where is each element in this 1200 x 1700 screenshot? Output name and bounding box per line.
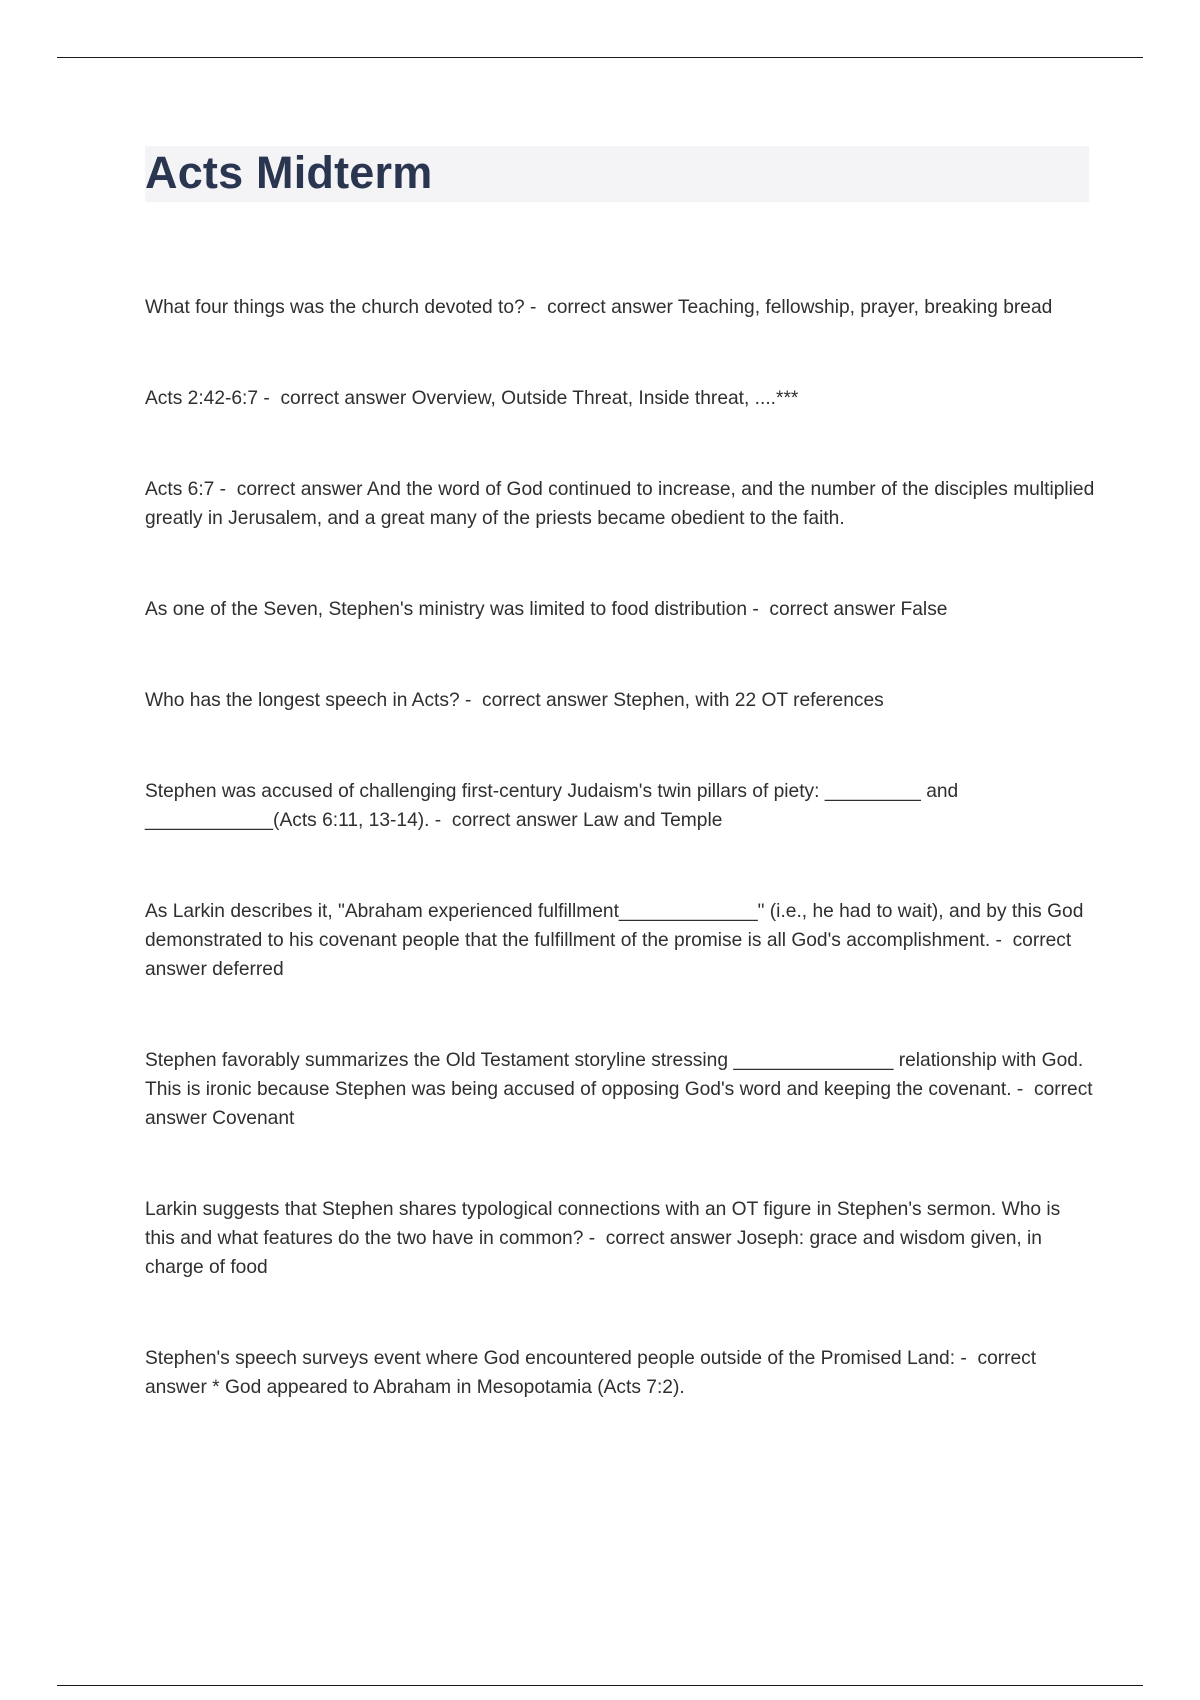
- answer-text: correct answer deferred: [145, 930, 1072, 980]
- answer-text: correct answer * God appeared to Abraham in Mesopotamia (Acts 7:2).: [145, 1348, 1037, 1398]
- qa-item: [145, 475, 1095, 533]
- footer-rule: [57, 1685, 1143, 1686]
- qa-list: [145, 293, 1095, 1464]
- answer-text: correct answer And the word of God continued to increase, and the number of the disciples multiplied greatly in Jerusalem, and a great many of the priests became obedient to the faith.: [145, 479, 1095, 529]
- qa-separator: -: [524, 297, 548, 318]
- answer-text: correct answer Joseph: grace and wisdom given, in charge of food: [145, 1228, 1042, 1278]
- qa-separator: -: [990, 930, 1013, 951]
- question-text: Acts 6:7: [145, 479, 215, 500]
- page-title: Acts Midterm: [145, 147, 433, 198]
- qa-separator: -: [258, 388, 281, 409]
- qa-separator: -: [1011, 1079, 1034, 1100]
- qa-separator: -: [583, 1228, 606, 1249]
- qa-separator: -: [747, 599, 770, 620]
- qa-item: [145, 1344, 1095, 1402]
- qa-separator: -: [429, 810, 452, 831]
- answer-text: correct answer Law and Temple: [451, 810, 723, 831]
- question-text: Stephen's speech surveys event where God encountered people outside of the Promised Land:: [145, 1348, 956, 1369]
- qa-separator: -: [955, 1348, 978, 1369]
- question-text: Stephen was accused of challenging first-century Judaism's twin pillars of piety: _________ and ____________(Acts 6:11, 13-14).: [145, 781, 959, 831]
- qa-item: [145, 686, 1095, 715]
- qa-item: [145, 777, 1095, 835]
- qa-item: [145, 595, 1095, 624]
- answer-text: correct answer Overview, Outside Threat, Inside threat, ....***: [280, 388, 799, 409]
- qa-item: [145, 1046, 1095, 1133]
- qa-item: [145, 293, 1095, 322]
- qa-item: [145, 1195, 1095, 1282]
- question-text: As Larkin describes it, "Abraham experienced fulfillment_____________" (i.e., he had to wait), and by this God demonstrated to his covenant people that the fulfillment of the promise is all God's accomplishment.: [145, 901, 1084, 951]
- question-text: Acts 2:42-6:7: [145, 388, 259, 409]
- answer-text: correct answer Stephen, with 22 OT references: [482, 690, 884, 711]
- answer-text: correct answer Teaching, fellowship, prayer, breaking bread: [547, 297, 1053, 318]
- header-rule: [57, 57, 1143, 58]
- answer-text: correct answer False: [769, 599, 948, 620]
- answer-text: correct answer Covenant: [145, 1079, 1093, 1129]
- qa-item: [145, 897, 1095, 984]
- qa-separator: -: [459, 690, 483, 711]
- question-text: Stephen favorably summarizes the Old Testament storyline stressing _______________ relationship with God. This is ironic because Stephen was being accused of opposing God's word and keeping the covenant.: [145, 1050, 1084, 1100]
- question-text: Who has the longest speech in Acts?: [145, 690, 460, 711]
- question-text: What four things was the church devoted to?: [145, 297, 525, 318]
- question-text: Larkin suggests that Stephen shares typological connections with an OT figure in Stephen's sermon. Who is this and what features do the two have in common?: [145, 1199, 1061, 1249]
- question-text: As one of the Seven, Stephen's ministry was limited to food distribution: [145, 599, 747, 620]
- qa-separator: -: [214, 479, 237, 500]
- qa-item: [145, 384, 1095, 413]
